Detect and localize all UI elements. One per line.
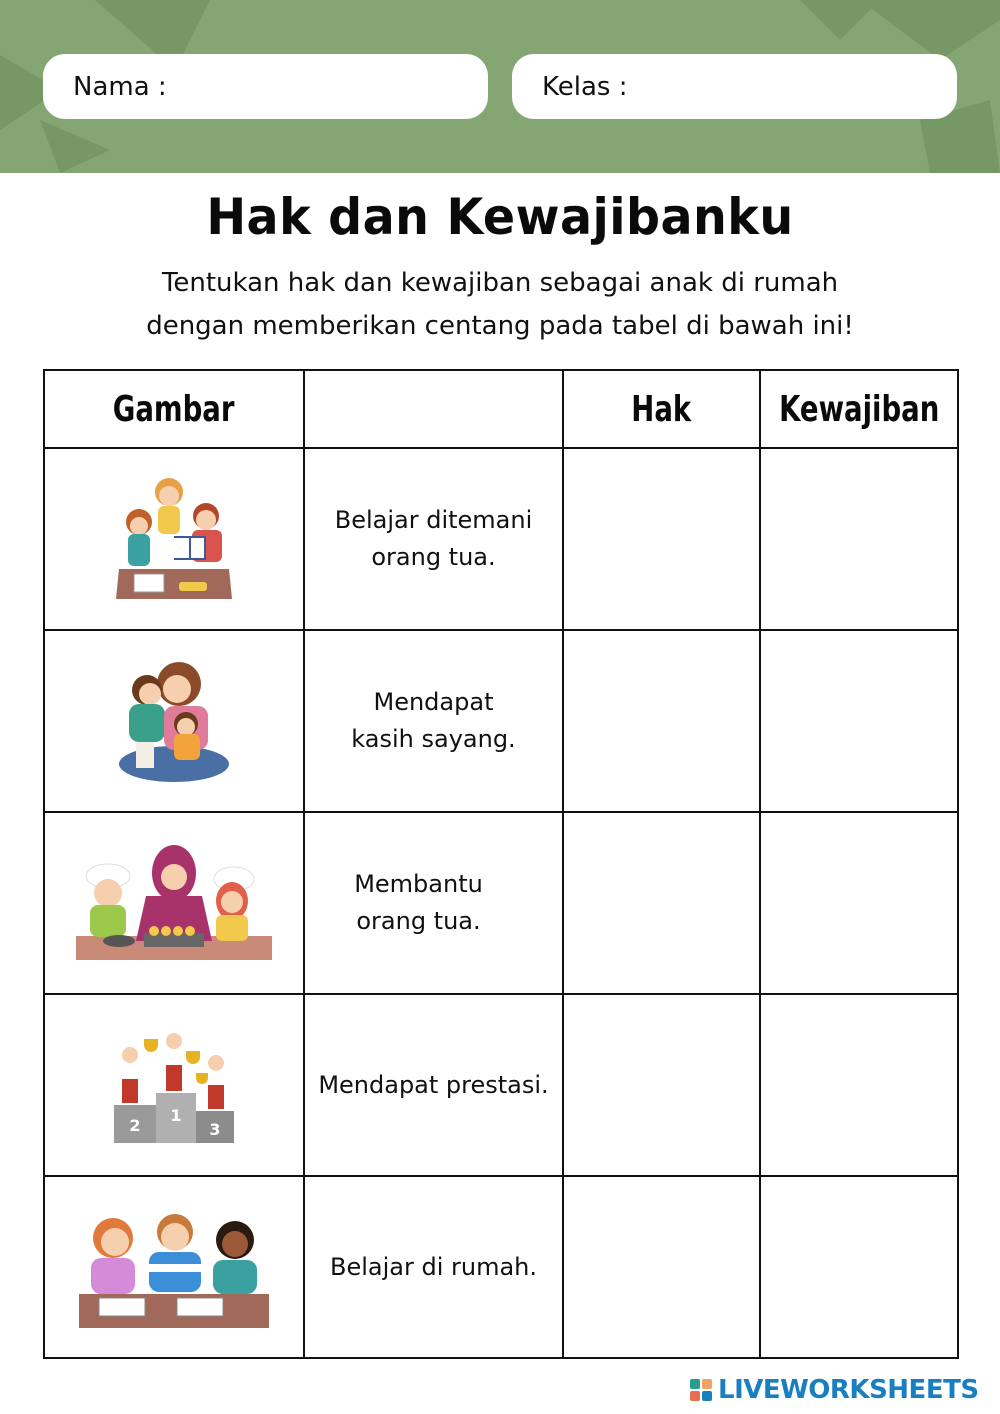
header-obligation: Kewajiban: [760, 370, 958, 448]
right-checkbox-cell[interactable]: [563, 812, 760, 994]
activity-cell: [304, 630, 563, 812]
name-field[interactable]: [43, 54, 488, 119]
instructions-line: Tentukan hak dan kewajiban sebagai anak di rumah: [161, 268, 839, 298]
activity-cell: [304, 812, 563, 994]
picture-cell: [44, 448, 304, 630]
activity-text: Belajar ditemani: [334, 506, 533, 534]
header-activity: [304, 370, 563, 448]
obligation-checkbox-cell[interactable]: [760, 994, 958, 1176]
obligation-checkbox-cell[interactable]: [760, 1176, 958, 1358]
logo-grid-icon: [690, 1379, 712, 1401]
activity-text: Mendapat prestasi.: [318, 1070, 549, 1099]
instructions-line: dengan memberikan centang pada tabel di bawah ini!: [146, 311, 854, 341]
podium-number: 2: [128, 1115, 141, 1135]
activity-text: Belajar di rumah.: [329, 1252, 537, 1281]
picture-cell: [44, 1176, 304, 1358]
obligation-checkbox-cell[interactable]: [760, 630, 958, 812]
obligation-checkbox-cell[interactable]: [760, 812, 958, 994]
logo-text: LIVEWORKSHEETS: [718, 1375, 979, 1405]
family-studying-illustration-icon: [114, 474, 234, 604]
mother-hugging-children-illustration-icon: [114, 656, 234, 786]
podium-number: 3: [208, 1119, 221, 1139]
table-row: [44, 630, 958, 812]
activity-text: orang tua.: [356, 907, 481, 935]
obligation-checkbox-cell[interactable]: [760, 448, 958, 630]
table-row: [44, 1176, 958, 1358]
instructions: [0, 262, 1000, 348]
rights-obligations-table: [43, 369, 959, 1359]
students-winning-trophies-illustration-icon: [112, 1023, 237, 1148]
table-row: [44, 812, 958, 994]
children-cooking-with-mother-illustration-icon: [74, 841, 274, 966]
activity-cell: [304, 448, 563, 630]
activity-text: orang tua.: [371, 543, 496, 571]
activity-text: Membantu: [354, 870, 483, 898]
picture-cell: [44, 994, 304, 1176]
table-row: [44, 994, 958, 1176]
right-checkbox-cell[interactable]: [563, 994, 760, 1176]
activity-text: kasih sayang.: [351, 725, 516, 753]
class-label: Kelas :: [542, 71, 628, 102]
picture-cell: [44, 812, 304, 994]
table-header-row: [44, 370, 958, 448]
page-title: Hak dan Kewajibanku: [206, 188, 794, 246]
table-row: [44, 448, 958, 630]
right-checkbox-cell[interactable]: [563, 1176, 760, 1358]
podium-number: 1: [169, 1105, 182, 1125]
children-studying-at-home-illustration-icon: [77, 1202, 272, 1332]
name-label: Nama :: [73, 71, 167, 102]
activity-text: Mendapat: [373, 688, 494, 716]
header-band: [0, 0, 1000, 173]
class-field[interactable]: [512, 54, 957, 119]
header-right: Hak: [563, 370, 760, 448]
picture-cell: [44, 630, 304, 812]
activity-cell: [304, 1176, 563, 1358]
right-checkbox-cell[interactable]: [563, 448, 760, 630]
right-checkbox-cell[interactable]: [563, 630, 760, 812]
activity-cell: [304, 994, 563, 1176]
header-picture: Gambar: [44, 370, 304, 448]
liveworksheets-logo[interactable]: [690, 1374, 979, 1406]
